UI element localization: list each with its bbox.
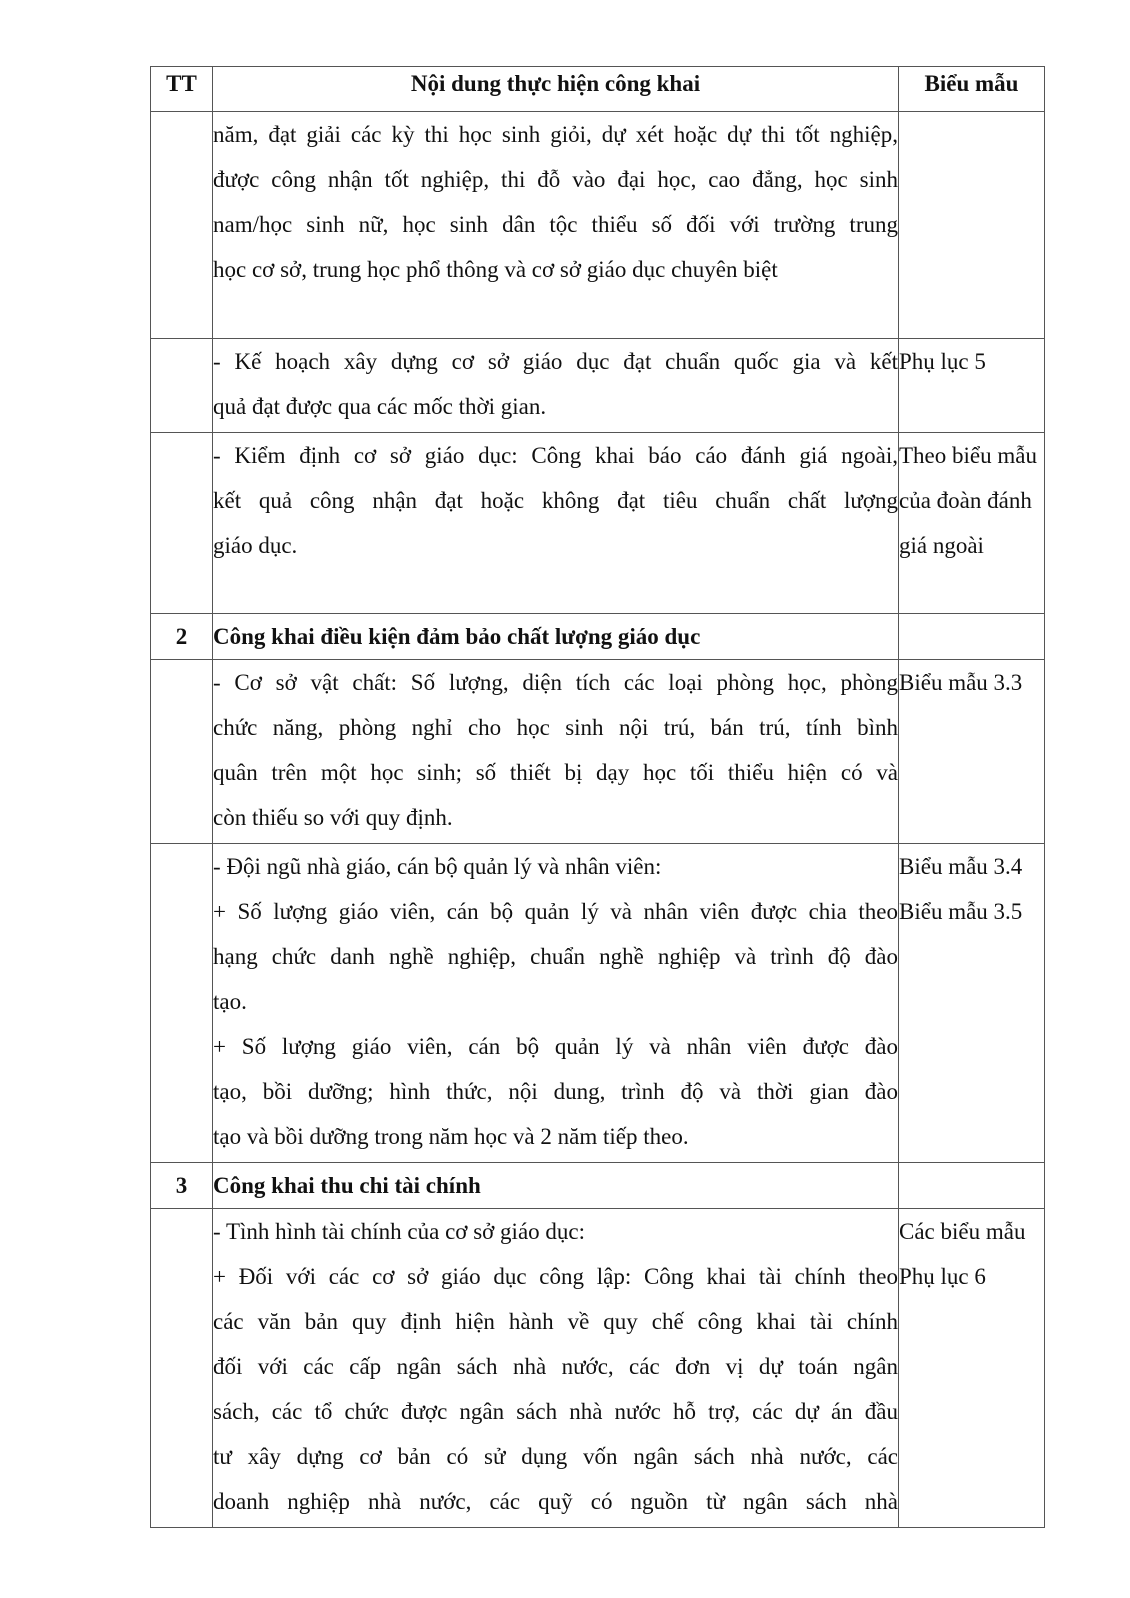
- content-line: đối với các cấp ngân sách nhà nước, các đơn vị dự toán ngân: [213, 1354, 898, 1379]
- content-line: tạo, bồi dưỡng; hình thức, nội dung, trình độ và thời gian đào: [213, 1079, 898, 1104]
- content-line: được công nhận tốt nghiệp, thi đỗ vào đại học, cao đẳng, học sinh: [213, 167, 898, 192]
- content-line: còn thiếu so với quy định.: [213, 805, 453, 830]
- table-row: [151, 112, 1045, 339]
- content-line: - Kiểm định cơ sở giáo dục: Công khai báo cáo đánh giá ngoài,: [213, 443, 898, 468]
- content-line: giáo dục.: [213, 533, 298, 558]
- table-row: [151, 1209, 1045, 1528]
- table-row: [151, 660, 1045, 844]
- table-row: [151, 844, 1045, 1163]
- row-content: [213, 433, 899, 614]
- section-number: 3: [151, 1163, 213, 1209]
- row-content: [213, 339, 899, 433]
- content-line: chức năng, phòng nghỉ cho học sinh nội trú, bán trú, tính bình: [213, 715, 898, 740]
- row-content: [213, 112, 899, 339]
- row-content: [213, 1209, 899, 1528]
- content-line: năm, đạt giải các kỳ thi học sinh giỏi, dự xét hoặc dự thi tốt nghiệp,: [213, 122, 898, 147]
- content-line: + Số lượng giáo viên, cán bộ quản lý và nhân viên được đào: [213, 1034, 898, 1059]
- row-tt: [151, 660, 213, 844]
- content-line: sách, các tổ chức được ngân sách nhà nước hỗ trợ, các dự án đầu: [213, 1399, 898, 1424]
- content-line: học cơ sở, trung học phổ thông và cơ sở giáo dục chuyên biệt: [213, 257, 778, 282]
- content-line: tạo.: [213, 989, 247, 1014]
- content-line: hạng chức danh nghề nghiệp, chuẩn nghề nghiệp và trình độ đào: [213, 944, 898, 969]
- row-form: Phụ lục 5: [899, 339, 1045, 433]
- content-line: tạo và bồi dưỡng trong năm học và 2 năm tiếp theo.: [213, 1124, 689, 1149]
- content-line: - Tình hình tài chính của cơ sở giáo dục:: [213, 1219, 586, 1244]
- content-line: doanh nghiệp nhà nước, các quỹ có nguồn từ ngân sách nhà: [213, 1489, 898, 1514]
- header-content: Nội dung thực hiện công khai: [213, 67, 899, 112]
- content-line: + Số lượng giáo viên, cán bộ quản lý và nhân viên được chia theo: [213, 899, 898, 924]
- row-form: Các biểu mẫu Phụ lục 6: [899, 1209, 1045, 1528]
- content-line: - Kế hoạch xây dựng cơ sở giáo dục đạt chuẩn quốc gia và kết: [213, 349, 898, 374]
- content-line: quả đạt được qua các mốc thời gian.: [213, 394, 547, 419]
- row-form: [899, 614, 1045, 660]
- table-row: [151, 433, 1045, 614]
- content-line: - Đội ngũ nhà giáo, cán bộ quản lý và nhân viên:: [213, 854, 662, 879]
- row-tt: [151, 844, 213, 1163]
- table-row: [151, 339, 1045, 433]
- content-line: kết quả công nhận đạt hoặc không đạt tiêu chuẩn chất lượng: [213, 488, 898, 513]
- content-line: tư xây dựng cơ bản có sử dụng vốn ngân sách nhà nước, các: [213, 1444, 898, 1469]
- row-tt: [151, 1209, 213, 1528]
- content-line: các văn bản quy định hiện hành về quy chế công khai tài chính: [213, 1309, 898, 1334]
- header-form: Biểu mẫu: [899, 67, 1045, 112]
- row-content: [213, 844, 899, 1163]
- row-tt: [151, 112, 213, 339]
- content-line: + Đối với các cơ sở giáo dục công lập: Công khai tài chính theo: [213, 1264, 898, 1289]
- disclosure-table: [150, 66, 1045, 1528]
- section-row: [151, 614, 1045, 660]
- row-form: Biểu mẫu 3.3: [899, 660, 1045, 844]
- row-form: [899, 112, 1045, 339]
- row-tt: [151, 433, 213, 614]
- content-line: quân trên một học sinh; số thiết bị dạy học tối thiểu hiện có và: [213, 760, 898, 785]
- row-tt: [151, 339, 213, 433]
- section-number: 2: [151, 614, 213, 660]
- row-form: [899, 1163, 1045, 1209]
- section-title: Công khai điều kiện đảm bảo chất lượng giáo dục: [213, 614, 899, 660]
- row-form: Biểu mẫu 3.4 Biểu mẫu 3.5: [899, 844, 1045, 1163]
- section-title: Công khai thu chi tài chính: [213, 1163, 899, 1209]
- content-line: - Cơ sở vật chất: Số lượng, diện tích các loại phòng học, phòng: [213, 670, 898, 695]
- content-line: nam/học sinh nữ, học sinh dân tộc thiểu số đối với trường trung: [213, 212, 898, 237]
- header-tt: TT: [151, 67, 213, 112]
- section-row: [151, 1163, 1045, 1209]
- table-header-row: [151, 67, 1045, 112]
- row-form: Theo biểu mẫu của đoàn đánh giá ngoài: [899, 433, 1045, 614]
- row-content: [213, 660, 899, 844]
